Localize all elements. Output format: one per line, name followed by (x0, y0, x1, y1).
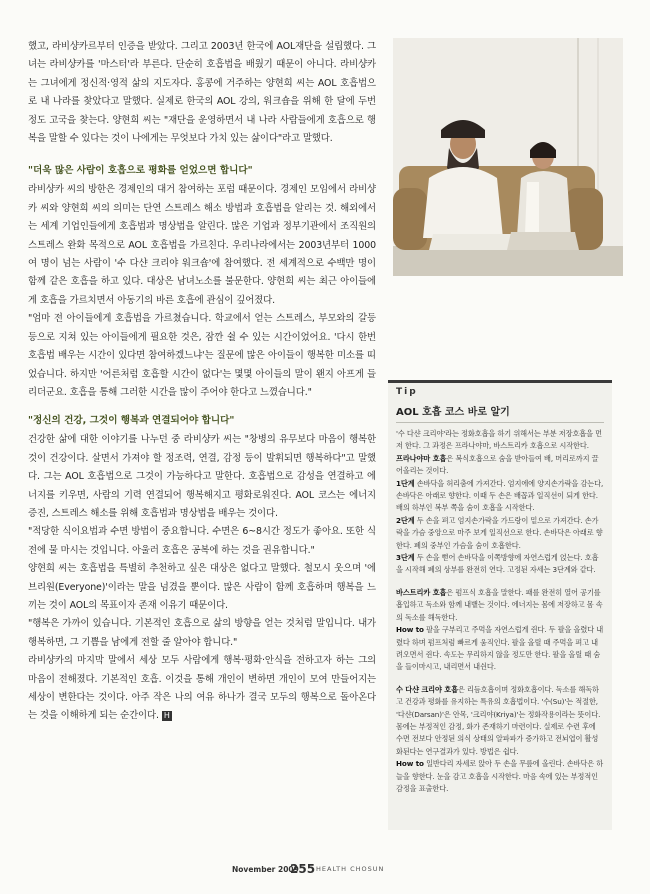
tip-bastrika-howto (396, 624, 604, 674)
tip-step-1 (396, 478, 604, 515)
page-number: 255 (290, 862, 316, 876)
bastrika-lead: 바스트리카 호흡 (396, 587, 447, 597)
section-1-paragraph-2: "엄마 전 아이들에게 호흡법을 가르쳤습니다. 학교에서 얻는 스트레스, 부모와의 갈등 등으로 지쳐 있는 아이들에게 필요한 것은, 잠깐 쉴 수 있는 시간이었어요. '다시 한번 호흡법 배우는 시간이 있다면 참여하겠느냐'는 질문에 많은 아이들이 행복한 미소를 띠었습니다. 하지만 '어른처럼 호흡할 시간이 없다'는 몇몇 아이들의 말이 왠지 아프게 들리더군요. 호흡을 통해 그러한 시간을 많이 주어야 한다고 느꼈습니다." (28, 313, 376, 398)
section-2-paragraph-2: "적당한 식이요법과 수면 방법이 중요합니다. 수면은 6~8시간 정도가 좋아요. 또한 식전에 물 마시는 것입니다. 아울러 호흡은 공복에 하는 것을 권유합니다." (28, 526, 376, 556)
sudarshan-lead: 수 다샨 크리야 호흡 (396, 684, 458, 694)
end-mark-icon: H (162, 711, 172, 721)
sudarshan-section (396, 684, 604, 796)
tip-title: AOL 호흡 코스 바로 알기 (396, 403, 604, 423)
section-2-paragraph-1: 건강한 삶에 대한 이야기를 나누던 중 라비샹카 씨는 "창병의 유무보다 마음이 행복한 것이 건강이다. 살면서 가져야 할 정조력, 연결, 감정 등이 발휘되면 행복하다"고 말했다. 그는 AOL 호흡법으로 그것이 가능하다고 말한다. 호흡법으로 감성을 연결하고 에너지를 키우면, 사람의 기력 연결되어 행복해지고 평화로워진다. AOL 코스는 에너지 증진, 스트레스 해소를 위해 호흡법과 명상법을 배우는 것이다. (28, 434, 376, 519)
step-3-lead: 3단계 (396, 553, 415, 563)
tip-sudarshan (396, 684, 604, 758)
tip-bastrika (396, 587, 604, 624)
tip-label: Tip (396, 387, 418, 397)
intro-paragraph: 했고, 라비샹카르부터 인증을 받았다. 그리고 2003년 한국에 AOL재단을 설립했다. 그녀는 라비샹카를 '마스터'라 부른다. 단순히 호흡법을 배웠기 때문이 아니다. 라비샹카는 그녀에게 정신적·영적 삶의 지도자다. 홍콩에 거주하는 양현희 씨는 AOL 호흡법으로 내 나라를 찾았다고 말했다. 실제로 한국의 AOL 강의, 워크숍을 위해 한 달에 두번 정도 고국을 찾는다. 양현희 씨는 "재단을 운영하면서 내 나라 사람들에게 호흡으로 행복을 말할 수 있다는 것이 나에게는 무엇보다 가치 있는 삶이다"라고 말했다. (28, 41, 376, 145)
photo-illustration (393, 38, 623, 276)
section-heading-2: "정신의 건강, 그것이 행복과 연결되어야 합니다" (28, 415, 235, 427)
tip-box (388, 380, 612, 830)
section-1-paragraph-1: 라비샹카 씨의 방한은 경제인의 대거 참여하는 포럼 때문이다. 경제인 모임에서 라비샹카 씨와 양현희 씨의 의미는 단연 스트레스 해소 방법과 호흡법을 알리는 것. 해외에서는 세계 기업인들에게 호흡법과 명상법을 알린다. 많은 기업과 정부기관에서 조직원의 스트레스 완화 목적으로 AOL 호흡법을 가르친다. 우리나라에서는 2003년부터 1000여 명이 넘는 사람이 '수 다샨 크리야 워크숍'에 참여했다. 전 세계적으로 수백만 명이 함께 같은 호흡을 하고 있다. 대상은 남녀노소를 불문한다. 양현희 씨는 최근 아이들에게 호흡을 가르치면서 아동기의 바른 호흡에 관심이 깊어졌다. (28, 184, 376, 306)
sudarshan-text: 은 리듬호흡이며 정화호흡이다. 독소를 해독하고 건강과 평화를 유지하는 특유의 호흡법이다. '수(Su)'는 적절한, '다샨(Darsan)'은 안목, '크리야(Kriya)'는 정화작용이라는 뜻이다. 몸에는 부정적인 감정, 화가 존재하기 마련이다. 실제로 수련 후에 수면 전보다 안정된 의식 상태의 알파파가 증가하고 전뇌엽이 활성화된다는 연구결과가 있다. 방법은 쉽다. (396, 684, 601, 756)
section-2-paragraph-3: 양현희 씨는 호흡법을 특별히 추천하고 싶은 대상은 없다고 말했다. 철모시 웃으며 '에브리원(Everyone)'이라는 말을 넘겼을 뿐이다. 많은 사람이 함께 호흡하며 행복을 느끼는 것이 AOL의 목표이자 존재 이유기 때문이다. (28, 563, 376, 611)
interview-photo (393, 38, 623, 276)
step-3-text: 두 손을 뻗어 손바닥을 이쪽방향에 자연스럽게 얹는다. 호흡을 시작해 폐의 상부를 완전히 연다. 고정된 자세는 3단계와 같다. (396, 553, 599, 575)
section-2-paragraph-5 (28, 652, 376, 726)
tip-sudarshan-howto (396, 758, 604, 795)
sudarshan-howto-lead: How to (396, 759, 424, 769)
step-1-lead: 1단계 (396, 478, 415, 488)
pranayama-lead: 프라나야마 호흡 (396, 453, 447, 463)
article-column (28, 38, 376, 726)
pranayama-text: 은 복식호흡으로 숨을 받아들여 배, 머리로까지 끌어올리는 것이다. (396, 453, 599, 476)
tip-step-2 (396, 515, 604, 552)
footer-month: November 2009 (232, 865, 299, 874)
section-2-paragraph-4: "행복은 가까이 있습니다. 기본적인 호흡으로 삶의 방향을 얻는 것처럼 말입니다. 내가 행복하면, 그 기쁨을 남에게 전할 줄 알아야 합니다." (28, 618, 376, 648)
bastrika-section (396, 587, 604, 674)
bastrika-text: 은 펌프식 호흡을 말한다. 패를 완전히 열어 공기를 흡입하고 독소와 함께 내뱉는 것이다. 에너지는 몸에 저장하고 몸 속의 독소를 해독한다. (396, 587, 603, 622)
step-2-text: 두 손을 펴고 엄지손가락을 가드랑이 밑으로 가져간다. 손가락을 가슴 중앙으로 마주 보게 일직선으로 한다. 손바닥은 아래로 향한다. 폐의 중부인 가슴을 숨이 호흡한다. (396, 515, 603, 550)
closing-text: 라비샹카의 마지막 말에서 세상 모두 사람에게 행복·평화·안식을 전하고자 하는 그의 마음이 전해졌다. 기본적인 호흡. 이것을 통해 개인이 변하면 개인이 모여 만들어지는 세상이 변한다는 것이다. 아주 작은 나의 여유 하나가 결국 모두의 행복으로 돌아온다는 것을 이해하게 되는 순간이다. (28, 655, 376, 722)
magazine-name: HEALTH CHOSUN (316, 865, 385, 873)
step-2-lead: 2단계 (396, 515, 415, 525)
sudarshan-howto-text: 일반다리 자세로 앉아 두 손을 무릎에 올린다. 손바닥은 하늘을 향한다. 눈을 감고 호흡을 시작한다. 마음 속에 있는 부정적인 감정을 표출한다. (396, 759, 604, 793)
section-heading-1: "더욱 많은 사람이 호흡으로 평화를 얻었으면 합니다" (28, 165, 253, 177)
bastrika-howto-lead: How to (396, 625, 424, 635)
bastrika-howto-text: 팔을 구부리고 주먹을 자연스럽게 쥔다. 두 팔을 올렸다 내렸다 하며 펌프처럼 빠르게 움직인다. 팔을 올릴 때 주먹을 펴고 내려오면서 쥔다. 속도는 무리하지 않을 정도만 한다. 팔을 올릴 때 숨을 들이마시고, 내리면서 내쉰다. (396, 625, 604, 672)
tip-intro: '수 다샨 크리야'라는 정화호흡을 하기 위해서는 부분 저장호흡을 먼저 한다. 그 과정은 프라나야마, 바스트리카 호흡으로 시작한다. (396, 429, 602, 451)
page-footer (0, 862, 650, 876)
tip-step-3 (396, 552, 604, 577)
tip-pranayama (396, 453, 604, 478)
step-1-text: 손바닥을 허리춤에 가져간다. 엄지에에 양지손가락을 감는다, 손바닥은 아래로 향한다. 이때 두 손은 배꼽과 일직선이 되게 한다. 배의 하부인 복부 쪽을 숨이 호흡을 시작한다. (396, 478, 604, 513)
